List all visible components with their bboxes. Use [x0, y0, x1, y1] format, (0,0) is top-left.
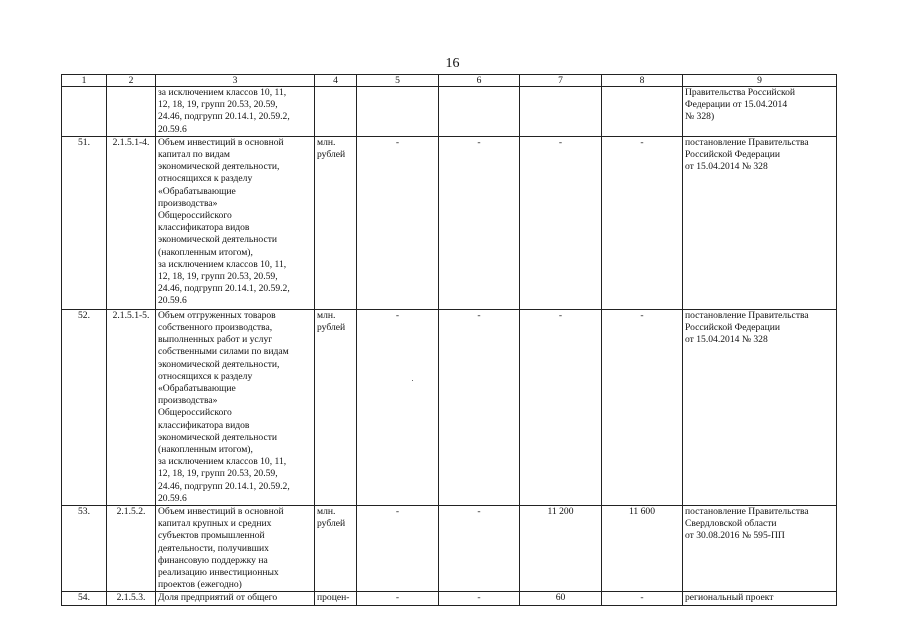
scan-speck	[412, 380, 413, 381]
indicator-cell-line: 24.46, подгрупп 20.14.1, 20.59.2,	[158, 480, 290, 492]
value-cell-5: -	[357, 592, 439, 605]
page-number: 16	[445, 56, 460, 71]
indicator-cell-line: (накопленным итогом),	[158, 444, 253, 456]
unit-cell	[315, 506, 357, 592]
source-cell	[683, 87, 837, 137]
header-cell: 4	[315, 75, 357, 87]
table-row	[62, 87, 837, 137]
value-cell-8: -	[602, 309, 683, 505]
indicator-cell-line: Объем отгруженных товаров	[158, 309, 276, 321]
unit-cell-line: млн.	[317, 506, 336, 518]
indicator-cell-line: 20.59.6	[158, 123, 187, 135]
source-cell-line: Российской Федерации	[685, 322, 780, 334]
value-cell-6: -	[439, 592, 520, 605]
indicator-cell-line: «Обрабатывающие	[158, 383, 236, 395]
unit-cell	[315, 136, 357, 309]
indicator-cell-line: 20.59.6	[158, 295, 187, 307]
indicator-cell-line: 12, 18, 19, групп 20.53, 20.59,	[158, 271, 278, 283]
unit-cell-line: млн.	[317, 309, 336, 321]
source-cell-line: Правительства Российской	[685, 87, 796, 98]
indicator-cell	[156, 87, 315, 137]
indicator-cell-line: Общероссийского	[158, 407, 232, 419]
unit-cell	[315, 87, 357, 137]
indicator-cell-line: Доля предприятий от общего	[158, 592, 278, 604]
value-cell-7: -	[520, 136, 602, 309]
header-cell: 2	[107, 75, 156, 87]
header-cell: 3	[156, 75, 315, 87]
indicator-cell-line: капитал крупных и средних	[158, 518, 272, 530]
unit-cell	[315, 592, 357, 605]
indicator-cell-line: собственными силами по видам	[158, 346, 289, 358]
code-cell	[107, 87, 156, 137]
header-cell: 5	[357, 75, 439, 87]
indicator-cell	[156, 309, 315, 505]
indicator-cell-line: 24.46, подгрупп 20.14.1, 20.59.2,	[158, 283, 290, 295]
indicator-cell-line: «Обрабатывающие	[158, 185, 236, 197]
value-cell-7: 60	[520, 592, 602, 605]
indicator-cell-line: (накопленным итогом),	[158, 246, 253, 258]
header-cell: 7	[520, 75, 602, 87]
indicator-cell-line: субъектов промышленной	[158, 530, 265, 542]
value-cell-7	[520, 87, 602, 137]
indicator-cell-line: экономической деятельности	[158, 431, 278, 443]
indicator-cell-line: относящихся к разделу	[158, 173, 253, 185]
source-cell-line: от 15.04.2014 № 328	[685, 334, 768, 346]
code-cell: 2.1.5.1-4.	[107, 136, 156, 309]
row-number-cell: 52.	[62, 309, 107, 505]
indicator-cell-line: производства»	[158, 395, 218, 407]
source-cell-line: постановление Правительства	[685, 136, 809, 148]
indicator-cell-line: Общероссийского	[158, 210, 232, 222]
value-cell-5: -	[357, 309, 439, 505]
indicator-cell	[156, 592, 315, 605]
value-cell-8: 11 600	[602, 506, 683, 592]
indicator-cell-line: экономической деятельности,	[158, 161, 280, 173]
indicator-cell-line: Объем инвестиций в основной	[158, 506, 284, 518]
indicator-cell-line: 20.59.6	[158, 492, 187, 504]
indicator-cell-line: экономической деятельности	[158, 234, 278, 246]
table-row	[62, 136, 837, 309]
indicator-cell-line: классификатора видов	[158, 419, 250, 431]
value-cell-8	[602, 87, 683, 137]
indicator-cell-line: классификатора видов	[158, 222, 250, 234]
unit-cell-line: рублей	[317, 518, 346, 530]
value-cell-6: -	[439, 309, 520, 505]
unit-cell-line: рублей	[317, 322, 346, 334]
source-cell-line: Российской Федерации	[685, 149, 780, 161]
table-row	[62, 592, 837, 605]
source-cell	[683, 592, 837, 605]
source-cell-line: постановление Правительства	[685, 309, 809, 321]
row-number-cell: 54.	[62, 592, 107, 605]
unit-cell-line: процен-	[317, 592, 350, 604]
indicator-cell-line: за исключением классов 10, 11,	[158, 456, 287, 468]
indicator-cell-line: 24.46, подгрупп 20.14.1, 20.59.2,	[158, 111, 290, 123]
header-cell: 1	[62, 75, 107, 87]
source-cell-line: от 15.04.2014 № 328	[685, 161, 768, 173]
code-cell: 2.1.5.1-5.	[107, 309, 156, 505]
header-cell: 9	[683, 75, 837, 87]
value-cell-5: -	[357, 136, 439, 309]
indicator-cell	[156, 136, 315, 309]
unit-cell-line: рублей	[317, 149, 346, 161]
indicator-cell-line: финансовую поддержку на	[158, 554, 268, 566]
indicator-cell-line: за исключением классов 10, 11,	[158, 258, 287, 270]
indicator-cell-line: Объем инвестиций в основной	[158, 136, 284, 148]
code-cell: 2.1.5.2.	[107, 506, 156, 592]
value-cell-7: 11 200	[520, 506, 602, 592]
header-cell: 6	[439, 75, 520, 87]
source-cell	[683, 506, 837, 592]
indicator-cell-line: 12, 18, 19, групп 20.53, 20.59,	[158, 99, 278, 111]
value-cell-5	[357, 87, 439, 137]
header-row	[62, 75, 837, 87]
indicator-cell-line: деятельности, получивших	[158, 542, 269, 554]
indicator-cell-line: реализацию инвестиционных	[158, 567, 279, 579]
source-cell-line: Федерации от 15.04.2014	[685, 99, 788, 111]
indicator-cell-line: за исключением классов 10, 11,	[158, 87, 287, 98]
unit-cell	[315, 309, 357, 505]
source-cell-line: постановление Правительства	[685, 506, 809, 518]
indicator-cell	[156, 506, 315, 592]
table-row	[62, 506, 837, 592]
indicator-cell-line: производства»	[158, 197, 218, 209]
value-cell-8: -	[602, 136, 683, 309]
source-cell-line: Свердловской области	[685, 518, 777, 530]
value-cell-7: -	[520, 309, 602, 505]
value-cell-5: -	[357, 506, 439, 592]
row-number-cell	[62, 87, 107, 137]
indicator-cell-line: 12, 18, 19, групп 20.53, 20.59,	[158, 468, 278, 480]
value-cell-8: -	[602, 592, 683, 605]
row-number-cell: 51.	[62, 136, 107, 309]
indicators-table	[61, 74, 837, 606]
source-cell-line: от 30.08.2016 № 595-ПП	[685, 530, 785, 542]
code-cell: 2.1.5.3.	[107, 592, 156, 605]
indicator-cell-line: выполненных работ и услуг	[158, 334, 273, 346]
indicator-cell-line: капитал по видам	[158, 149, 230, 161]
row-number-cell: 53.	[62, 506, 107, 592]
indicator-cell-line: экономической деятельности,	[158, 358, 280, 370]
indicator-cell-line: проектов (ежегодно)	[158, 579, 242, 591]
unit-cell-line: млн.	[317, 136, 336, 148]
header-cell: 8	[602, 75, 683, 87]
value-cell-6: -	[439, 136, 520, 309]
value-cell-6: -	[439, 506, 520, 592]
indicator-cell-line: относящихся к разделу	[158, 370, 253, 382]
value-cell-6	[439, 87, 520, 137]
source-cell	[683, 136, 837, 309]
source-cell-line: региональный проект	[685, 592, 774, 604]
indicator-cell-line: собственного производства,	[158, 322, 273, 334]
source-cell-line: № 328)	[685, 111, 715, 123]
source-cell	[683, 309, 837, 505]
table-row	[62, 309, 837, 505]
